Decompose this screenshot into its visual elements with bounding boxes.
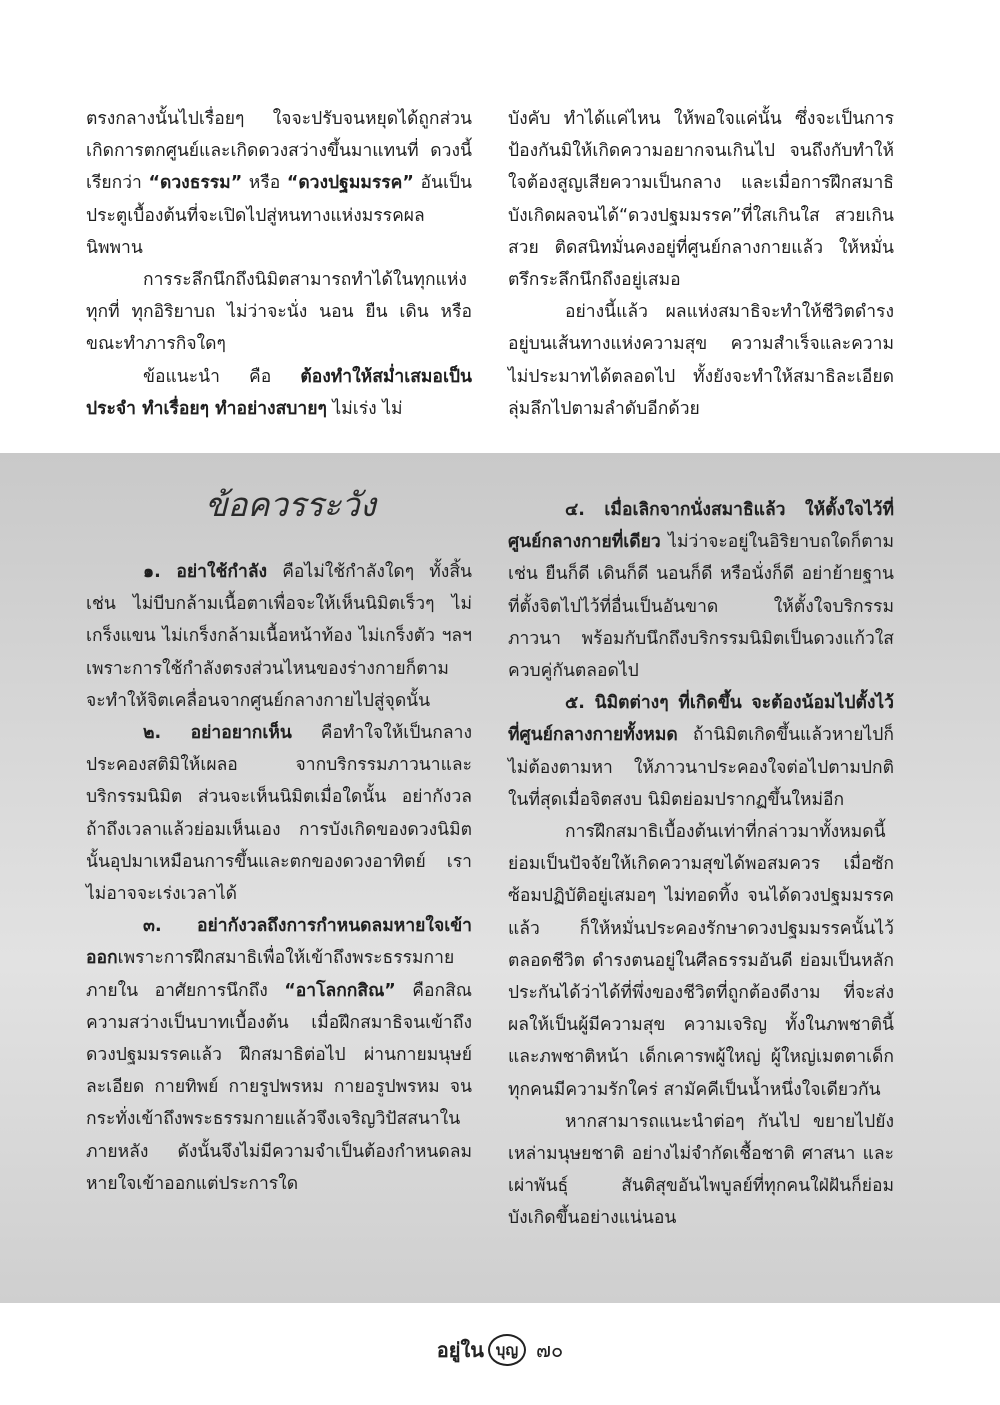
magazine-logo-text: อยู่ใน bbox=[436, 1338, 484, 1362]
top-right-column bbox=[508, 103, 894, 425]
top-left-column bbox=[86, 103, 472, 425]
paragraph: ข้อแนะนำ คือ ต้องทำให้สม่ำเสมอเป็นประจำ ทำเรื่อยๆ ทำอย่างสบายๆ ไม่เร่ง ไม่ bbox=[86, 366, 472, 419]
magazine-logo-circle: บุญ bbox=[488, 1334, 526, 1366]
page-footer bbox=[0, 1330, 1000, 1370]
page-number: ๗๐ bbox=[535, 1338, 564, 1362]
paragraph: การฝึกสมาธิเบื้องต้นเท่าที่กล่าวมาทั้งหมดนี้ย่อมเป็นปัจจัยให้เกิดความสุขได้พอสมควร เมื่อซักซ้อมปฏิบัติอยู่เสมอๆ ไม่ทอดทิ้ง จนได้ดวงปฐมมรรคแล้ว ก็ให้หมั่นประคองรักษาดวงปฐมมรรคนั้นไว้ตลอดชีวิต ดำรงตนอยู่ในศีลธรรมอันดี ย่อมเป็นหลักประกันได้ว่าได้ที่พึ่งของชีวิตที่ถูกต้องดีงาม ที่จะส่งผลให้เป็นผู้มีความสุข ความเจริญ ทั้งในภพชาตินี้และภพชาติหน้า เด็กเคารพผู้ใหญ่ ผู้ใหญ่เมตตาเด็ก ทุกคนมีความรักใคร่ สามัคคีเป็นน้ำหนึ่งใจเดียวกัน bbox=[508, 822, 894, 1100]
paragraph: อย่างนี้แล้ว ผลแห่งสมาธิจะทำให้ชีวิตดำรงอยู่บนเส้นทางแห่งความสุข ความสำเร็จและความไม่ประมาทได้ตลอดไป ทั้งยังจะทำให้สมาธิละเอียดลุ่มลึกไปตามลำดับอีกด้วย bbox=[508, 302, 894, 419]
caution-right-column bbox=[508, 494, 894, 1235]
caution-item-2: ๒. อย่าอยากเห็น คือทำใจให้เป็นกลาง ประคองสติมิให้เผลอ จากบริกรรมภาวนาและบริกรรมนิมิต ส่วนจะเห็นนิมิตเมื่อใดนั้น อย่ากังวล ถ้าถึงเวลาแล้วย่อมเห็นเอง การบังเกิดของดวงนิมิตนั้นอุปมาเหมือนการขึ้นและตกของดวงอาทิตย์ เราไม่อาจจะเร่งเวลาได้ bbox=[86, 723, 472, 905]
caution-item-5: ๕. นิมิตต่างๆ ที่เกิดขึ้น จะต้องน้อมไปตั้งไว้ที่ศูนย์กลางกายทั้งหมด ถ้านิมิตเกิดขึ้นแล้วหายไปก็ไม่ต้องตามหา ให้ภาวนาประคองใจต่อไปตามปกติ ในที่สุดเมื่อจิตสงบ นิมิตย่อมปรากฏขึ้นใหม่อีก bbox=[508, 693, 894, 810]
caution-left-column bbox=[86, 556, 472, 1200]
caution-heading: ข้อควรระวัง bbox=[205, 485, 376, 524]
paragraph: การระลึกนึกถึงนิมิตสามารถทำได้ในทุกแห่ง ทุกที่ ทุกอิริยาบถ ไม่ว่าจะนั่ง นอน ยืน เดิน หรือ ขณะทำภารกิจใดๆ bbox=[86, 270, 472, 355]
caution-item-3: ๓. อย่ากังวลถึงการกำหนดลมหายใจเข้าออกเพราะการฝึกสมาธิเพื่อให้เข้าถึงพระธรรมกายภายใน อาศัยการนึกถึง “อาโลกกสิณ” คือกสิณความสว่างเป็นบาทเบื้องต้น เมื่อฝึกสมาธิจนเข้าถึงดวงปฐมมรรคแล้ว ฝึกสมาธิต่อไป ผ่านกายมนุษย์ละเอียด กายทิพย์ กายรูปพรหม กายอรูปพรหม จนกระทั่งเข้าถึงพระธรรมกายแล้วจึงเจริญวิปัสสนาในภายหลัง ดังนั้นจึงไม่มีความจำเป็นต้องกำหนดลมหายใจเข้าออกแต่ประการใด bbox=[86, 916, 472, 1194]
paragraph: หากสามารถแนะนำต่อๆ กันไป ขยายไปยังเหล่ามนุษยชาติ อย่างไม่จำกัดเชื้อชาติ ศาสนา และเผ่าพันธุ์ สันติสุขอันไพบูลย์ที่ทุกคนใฝ่ฝันก็ย่อมบังเกิดขึ้นอย่างแน่นอน bbox=[508, 1111, 894, 1229]
paragraph: บังคับ ทำได้แค่ไหน ให้พอใจแค่นั้น ซึ่งจะเป็นการป้องกันมิให้เกิดความอยากจนเกินไป จนถึงกับทำให้ใจต้องสูญเสียความเป็นกลาง และเมื่อการฝึกสมาธิบังเกิดผลจนได้“ดวงปฐมมรรค”ที่ใสเกินใส สวยเกินสวย ติดสนิทมั่นคงอยู่ที่ศูนย์กลางกายแล้ว ให้หมั่นตรึกระลึกนึกถึงอยู่เสมอ bbox=[508, 109, 894, 291]
caution-item-4: ๔. เมื่อเลิกจากนั่งสมาธิแล้ว ให้ตั้งใจไว้ที่ศูนย์กลางกายที่เดียว ไม่ว่าจะอยู่ในอิริยาบถใดก็ตาม เช่น ยืนก็ดี เดินก็ดี นอนก็ดี หรือนั่งก็ดี อย่าย้ายฐานที่ตั้งจิตไปไว้ที่อื่นเป็นอันขาด ให้ตั้งใจบริกรรมภาวนา พร้อมกับนึกถึงบริกรรมนิมิตเป็นดวงแก้วใสควบคู่กันตลอดไป bbox=[508, 500, 894, 682]
paragraph: ตรงกลางนั้นไปเรื่อยๆ ใจจะปรับจนหยุดได้ถูกส่วน เกิดการตกศูนย์และเกิดดวงสว่างขึ้นมาแทนที่ ดวงนี้เรียกว่า “ดวงธรรม” หรือ “ดวงปฐมมรรค” อันเป็นประตูเบื้องต้นที่จะเปิดไปสู่หนทางแห่งมรรคผลนิพพาน bbox=[86, 109, 472, 258]
caution-item-1: ๑. อย่าใช้กำลัง คือไม่ใช้กำลังใดๆ ทั้งสิ้น เช่น ไม่บีบกล้ามเนื้อตาเพื่อจะให้เห็นนิมิตเร็วๆ ไม่เกร็งแขน ไม่เกร็งกล้ามเนื้อหน้าท้อง ไม่เกร็งตัว ฯลฯ เพราะการใช้กำลังตรงส่วนไหนของร่างกายก็ตาม จะทำให้จิตเคลื่อนจากศูนย์กลางกายไปสู่จุดนั้น bbox=[86, 562, 472, 711]
